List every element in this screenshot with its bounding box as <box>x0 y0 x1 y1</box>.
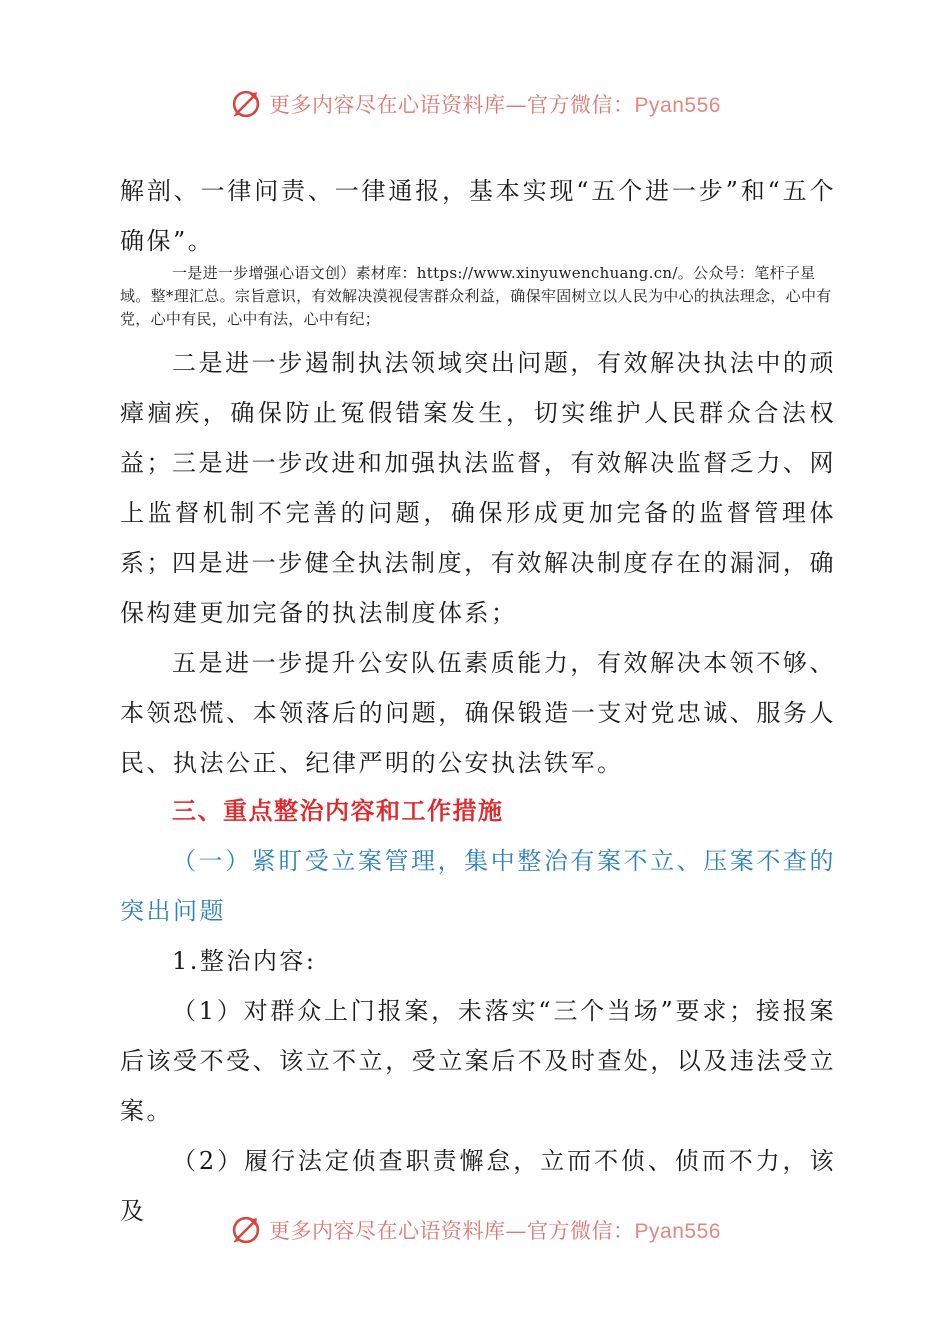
paragraph-point-2: 二是进一步遏制执法领域突出问题，有效解决执法中的顽瘴痼疾，确保防止冤假错案发生，切实维护人民群众合法权益； <box>120 349 836 477</box>
wechat-id: Pyan556 <box>634 94 721 117</box>
item-heading-1: 1.整治内容: <box>172 947 317 975</box>
wechat-id: Pyan556 <box>634 1220 721 1243</box>
item-1-1: （1）对群众上门报案，未落实“三个当场”要求；接报案后该受不受、该立不立，受立案后不及时查处，以及违法受立案。 <box>120 997 836 1125</box>
section-heading-3: 三、重点整治内容和工作措施 <box>172 797 504 825</box>
footer-banner <box>0 1210 950 1250</box>
header-banner <box>0 84 950 124</box>
item-1-2: （2）履行法定侦查职责懈怠，立而不侦、侦而不力，该及 <box>120 1147 836 1225</box>
banner-brand-text: 更多内容尽在心语资料库—官方微信：Pyan556 <box>269 93 721 117</box>
banner-brand-text: 更多内容尽在心语资料库—官方微信：Pyan556 <box>269 1219 721 1243</box>
paragraph-point-4: 四是进一步健全执法制度，有效解决制度存在的漏洞，确保构建更加完备的执法制度体系； <box>120 549 836 627</box>
paragraph-point-5: 五是进一步提升公安队伍素质能力，有效解决本领不够、本领恐慌、本领落后的问题，确保锻造一支对党忠诚、服务人民、执法公正、纪律严明的公安执法铁军。 <box>120 649 836 777</box>
pen-logo-icon <box>229 1213 263 1247</box>
paragraph-small-note: 一是进一步增强心语文创）素材库：https://www.xinyuwenchuang.cn/。公众号：笔杆子星域。整*理汇总。宗旨意识，有效解决漠视侵害群众利益，确保牢固树立以人民为中心的执法理念，心中有党，心中有民，心中有法，心中有纪； <box>120 264 832 328</box>
pen-logo-icon <box>229 87 263 121</box>
paragraph-intro: 解剖、一律问责、一律通报，基本实现“五个进一步”和“五个确保”。 <box>120 177 836 255</box>
paragraph-point-3: 三是进一步改进和加强执法监督，有效解决监督乏力、网上监督机制不完善的问题，确保形成更加完备的监督管理体系； <box>120 449 836 577</box>
subsection-heading-1: （一）紧盯受立案管理，集中整治有案不立、压案不查的突出问题 <box>120 847 836 925</box>
